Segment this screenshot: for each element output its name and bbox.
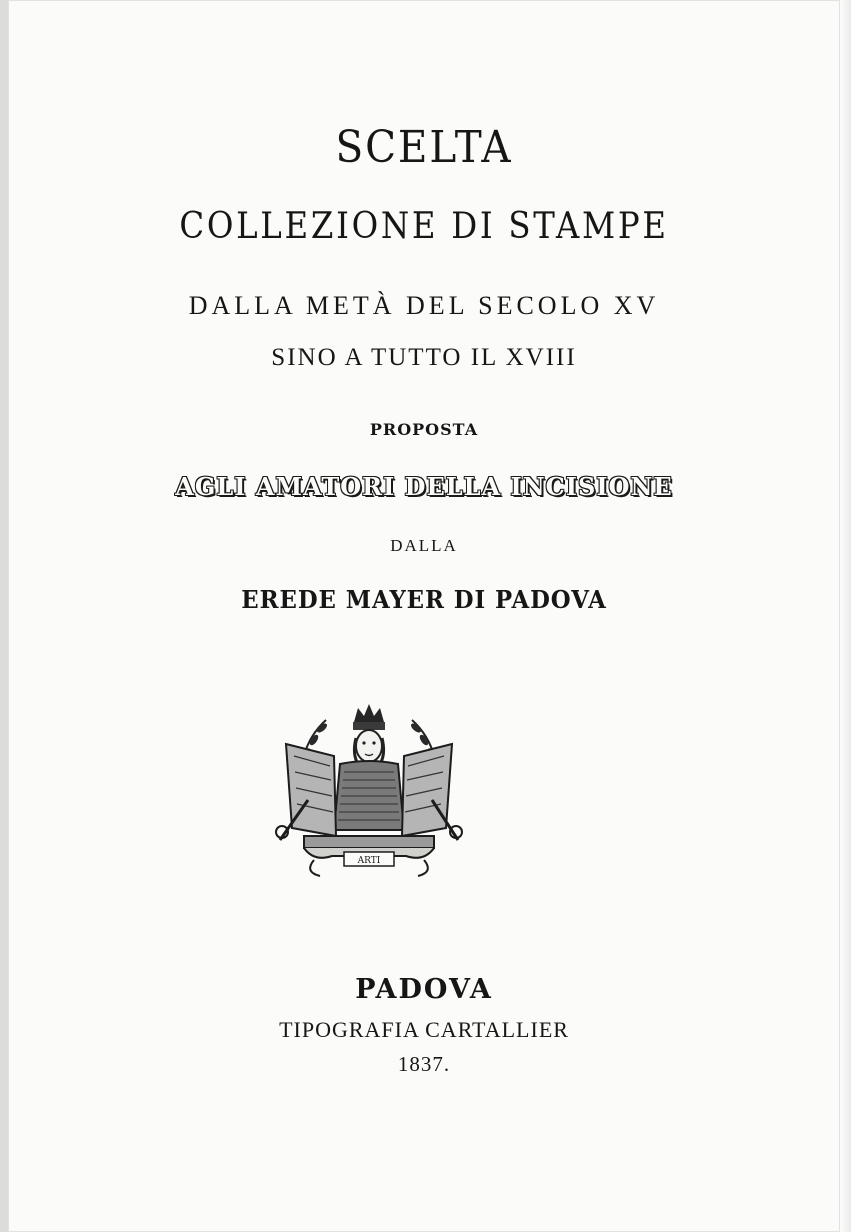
emblem-banner-text: ARTI bbox=[357, 856, 381, 866]
imprint-year: 1837. bbox=[397, 1052, 451, 1076]
book-subtitle: COLLEZIONE DI STAMPE bbox=[179, 206, 669, 247]
period-line-1: DALLA METÀ DEL SECOLO XV bbox=[188, 291, 660, 320]
printers-device-emblem-icon bbox=[274, 700, 464, 882]
imprint-printer: TIPOGRAFIA CARTALLIER bbox=[279, 1017, 569, 1042]
book-title: SCELTA bbox=[335, 122, 513, 173]
imprint-city: PADOVA bbox=[355, 974, 493, 1005]
by-label: DALLA bbox=[390, 536, 458, 555]
publisher-name: EREDE MAYER DI PADOVA bbox=[241, 585, 607, 614]
title-page bbox=[8, 0, 840, 1232]
audience-line: AGLI AMATORI DELLA INCISIONE bbox=[175, 472, 673, 501]
period-line-2: SINO A TUTTO IL XVIII bbox=[271, 344, 577, 371]
proposed-label: PROPOSTA bbox=[369, 420, 479, 439]
page-edge bbox=[840, 0, 851, 1232]
